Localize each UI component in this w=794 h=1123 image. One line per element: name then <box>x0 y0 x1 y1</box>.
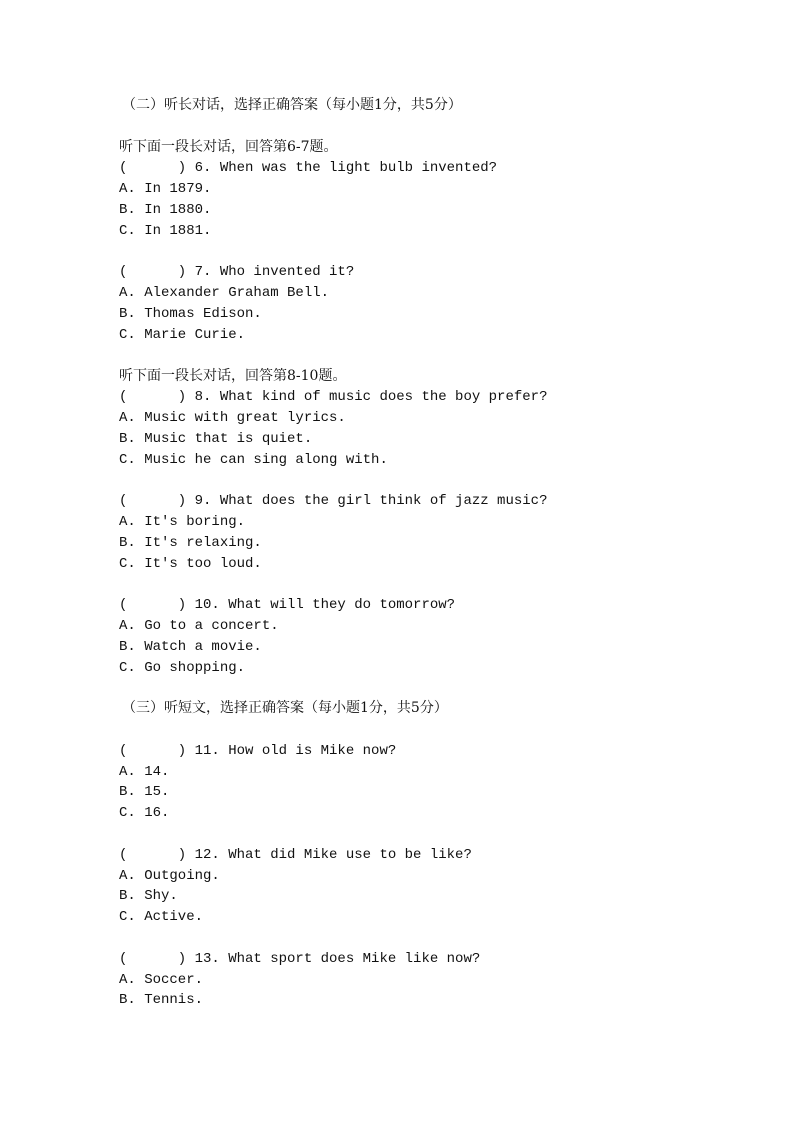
instruction-q6-7: 听下面一段长对话，回答第6-7题。 <box>119 139 338 155</box>
question-7: ( ) 7. Who invented it? <box>119 264 355 280</box>
q10-option-b: B. Watch a movie. <box>119 639 262 655</box>
question-12: ( ) 12. What did Mike use to be like? <box>119 847 472 863</box>
section-2-heading: （二）听长对话，选择正确答案（每小题1分，共5分） <box>122 97 462 113</box>
q11-option-b: B. 15. <box>119 784 170 800</box>
q11-option-a: A. 14. <box>119 764 170 780</box>
question-13: ( ) 13. What sport does Mike like now? <box>119 951 481 967</box>
question-11: ( ) 11. How old is Mike now? <box>119 743 397 759</box>
q13-option-b: B. Tennis. <box>119 992 204 1008</box>
q10-option-a: A. Go to a concert. <box>119 618 279 634</box>
q9-option-b: B. It's relaxing. <box>119 535 262 551</box>
q8-option-a: A. Music with great lyrics. <box>119 410 346 426</box>
q7-option-a: A. Alexander Graham Bell. <box>119 285 330 301</box>
q12-option-c: C. Active. <box>119 909 204 925</box>
q6-option-c: C. In 1881. <box>119 223 212 239</box>
q8-option-c: C. Music he can sing along with. <box>119 452 388 468</box>
q13-option-a: A. Soccer. <box>119 972 204 988</box>
q9-option-a: A. It's boring. <box>119 514 246 530</box>
q12-option-a: A. Outgoing. <box>119 868 220 884</box>
q7-option-b: B. Thomas Edison. <box>119 306 262 322</box>
q8-option-b: B. Music that is quiet. <box>119 431 313 447</box>
instruction-q8-10: 听下面一段长对话，回答第8-10题。 <box>119 368 347 384</box>
q9-option-c: C. It's too loud. <box>119 556 262 572</box>
question-10: ( ) 10. What will they do tomorrow? <box>119 597 456 613</box>
question-8: ( ) 8. What kind of music does the boy prefer? <box>119 389 548 405</box>
q12-option-b: B. Shy. <box>119 888 178 904</box>
q6-option-a: A. In 1879. <box>119 181 212 197</box>
q11-option-c: C. 16. <box>119 805 170 821</box>
q7-option-c: C. Marie Curie. <box>119 327 246 343</box>
q6-option-b: B. In 1880. <box>119 202 212 218</box>
question-6: ( ) 6. When was the light bulb invented? <box>119 160 498 176</box>
q10-option-c: C. Go shopping. <box>119 660 246 676</box>
question-9: ( ) 9. What does the girl think of jazz music? <box>119 493 548 509</box>
section-3-heading: （三）听短文，选择正确答案（每小题1分，共5分） <box>122 700 448 716</box>
